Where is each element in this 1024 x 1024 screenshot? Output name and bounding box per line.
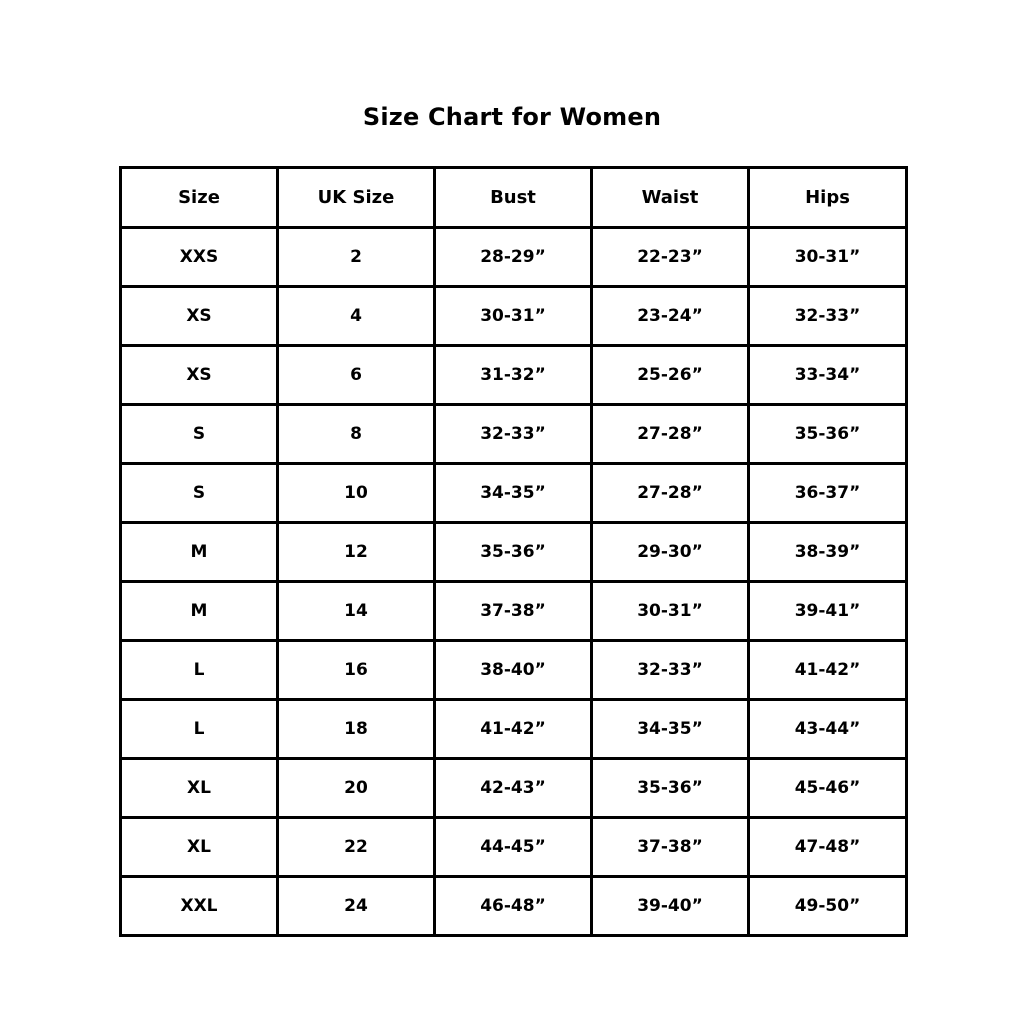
table-row bbox=[121, 464, 907, 523]
cell-uk: 10 bbox=[278, 464, 435, 523]
cell-uk: 2 bbox=[278, 228, 435, 287]
cell-hips: 30-31” bbox=[749, 228, 907, 287]
table-row bbox=[121, 228, 907, 287]
column-header-size: Size bbox=[121, 168, 278, 228]
cell-waist: 23-24” bbox=[592, 287, 749, 346]
table-row bbox=[121, 287, 907, 346]
cell-uk: 8 bbox=[278, 405, 435, 464]
cell-bust: 31-32” bbox=[435, 346, 592, 405]
cell-uk: 24 bbox=[278, 877, 435, 936]
cell-uk: 16 bbox=[278, 641, 435, 700]
cell-bust: 37-38” bbox=[435, 582, 592, 641]
cell-hips: 43-44” bbox=[749, 700, 907, 759]
cell-waist: 29-30” bbox=[592, 523, 749, 582]
cell-bust: 35-36” bbox=[435, 523, 592, 582]
page-title: Size Chart for Women bbox=[362, 103, 662, 131]
table-row bbox=[121, 641, 907, 700]
cell-hips: 49-50” bbox=[749, 877, 907, 936]
size-chart-table bbox=[119, 166, 908, 937]
cell-uk: 4 bbox=[278, 287, 435, 346]
cell-size: XXL bbox=[121, 877, 278, 936]
column-header-bust: Bust bbox=[435, 168, 592, 228]
cell-size: XL bbox=[121, 818, 278, 877]
column-header-uk-size: UK Size bbox=[278, 168, 435, 228]
cell-hips: 47-48” bbox=[749, 818, 907, 877]
table-row bbox=[121, 346, 907, 405]
table-row bbox=[121, 759, 907, 818]
cell-hips: 35-36” bbox=[749, 405, 907, 464]
cell-size: XS bbox=[121, 287, 278, 346]
table-header bbox=[121, 168, 907, 228]
cell-waist: 25-26” bbox=[592, 346, 749, 405]
cell-uk: 18 bbox=[278, 700, 435, 759]
cell-hips: 32-33” bbox=[749, 287, 907, 346]
table-row bbox=[121, 700, 907, 759]
cell-uk: 20 bbox=[278, 759, 435, 818]
cell-waist: 34-35” bbox=[592, 700, 749, 759]
cell-hips: 36-37” bbox=[749, 464, 907, 523]
cell-size: M bbox=[121, 582, 278, 641]
cell-waist: 37-38” bbox=[592, 818, 749, 877]
cell-waist: 22-23” bbox=[592, 228, 749, 287]
cell-bust: 30-31” bbox=[435, 287, 592, 346]
cell-hips: 39-41” bbox=[749, 582, 907, 641]
cell-waist: 27-28” bbox=[592, 464, 749, 523]
cell-size: S bbox=[121, 405, 278, 464]
column-header-waist: Waist bbox=[592, 168, 749, 228]
cell-bust: 41-42” bbox=[435, 700, 592, 759]
table-row bbox=[121, 877, 907, 936]
cell-bust: 32-33” bbox=[435, 405, 592, 464]
cell-bust: 42-43” bbox=[435, 759, 592, 818]
cell-bust: 44-45” bbox=[435, 818, 592, 877]
table-body bbox=[121, 228, 907, 936]
cell-size: L bbox=[121, 641, 278, 700]
column-header-hips: Hips bbox=[749, 168, 907, 228]
cell-waist: 39-40” bbox=[592, 877, 749, 936]
cell-hips: 45-46” bbox=[749, 759, 907, 818]
cell-bust: 46-48” bbox=[435, 877, 592, 936]
cell-uk: 6 bbox=[278, 346, 435, 405]
cell-hips: 33-34” bbox=[749, 346, 907, 405]
cell-bust: 34-35” bbox=[435, 464, 592, 523]
cell-uk: 14 bbox=[278, 582, 435, 641]
cell-uk: 12 bbox=[278, 523, 435, 582]
cell-waist: 32-33” bbox=[592, 641, 749, 700]
table-row bbox=[121, 582, 907, 641]
table-row bbox=[121, 818, 907, 877]
cell-size: S bbox=[121, 464, 278, 523]
cell-bust: 28-29” bbox=[435, 228, 592, 287]
cell-bust: 38-40” bbox=[435, 641, 592, 700]
cell-size: M bbox=[121, 523, 278, 582]
cell-hips: 38-39” bbox=[749, 523, 907, 582]
cell-size: L bbox=[121, 700, 278, 759]
cell-uk: 22 bbox=[278, 818, 435, 877]
table-header-row bbox=[121, 168, 907, 228]
cell-waist: 30-31” bbox=[592, 582, 749, 641]
cell-size: XL bbox=[121, 759, 278, 818]
cell-size: XXS bbox=[121, 228, 278, 287]
cell-size: XS bbox=[121, 346, 278, 405]
table-row bbox=[121, 405, 907, 464]
cell-hips: 41-42” bbox=[749, 641, 907, 700]
cell-waist: 35-36” bbox=[592, 759, 749, 818]
cell-waist: 27-28” bbox=[592, 405, 749, 464]
table-row bbox=[121, 523, 907, 582]
size-chart-table-wrapper bbox=[119, 166, 905, 937]
